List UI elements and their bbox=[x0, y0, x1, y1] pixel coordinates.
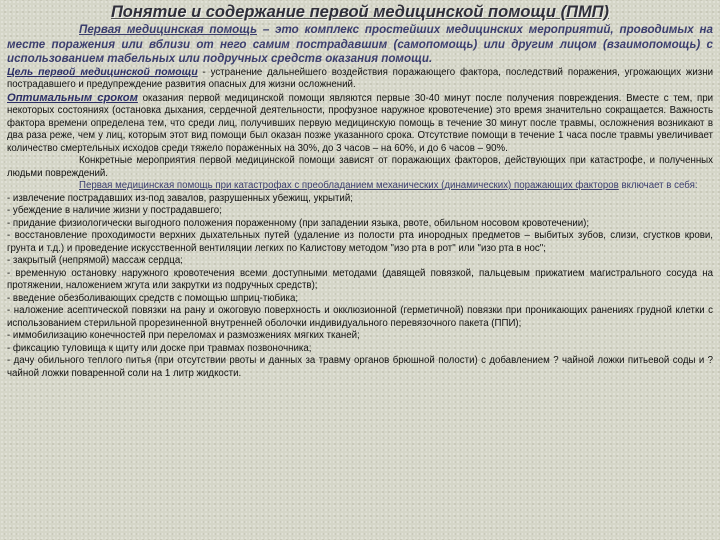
list-item: - дачу обильного теплого питья (при отсутствии рвоты и данных за травму органов брюшной полости) с добавлением ? чайной ложки питьевой соды и ? чайной ложки поваренной соли на 1 литр жидкости. bbox=[7, 355, 713, 379]
optimal-text: оказания первой медицинской помощи являются первые 30-40 минут после получения повреждения. Вместе с тем, при некоторых состояниях (остановка дыхания, сердечной деятельности, профузное наружное кровотечение) это время значительно сокращается. Важность фактора времени определена тем, что среди лиц, получивших первую медицинскую помощь в течение 30 минут после травмы, осложнения возникают в два раза реже, чем у лиц, которым этот вид помощи был оказан позже указанного срока. Отсутствие помощи в течение 1 часа после травмы увеличивает количество смертельных исходов среди тяжело пораженных на 30%, до 3 часов – на 60%, и до 6 часов – 90%. bbox=[7, 92, 713, 154]
list-item: - придание физиологически выгодного положения пораженному (при западении языка, рвоте, обильном носовом кровотечении); bbox=[7, 217, 590, 229]
list-item: - фиксацию туловища к щиту или доске при травмах позвоночника; bbox=[7, 342, 312, 354]
measures-list bbox=[7, 193, 713, 381]
list-item: - убеждение в наличие жизни у пострадавшего; bbox=[7, 205, 222, 217]
optimal-lead: Оптимальным сроком bbox=[7, 91, 138, 104]
list-item: - извлечение пострадавших из-под завалов, разрушенных убежищ, укрытий; bbox=[7, 192, 353, 204]
definition-text: – это комплекс простейших медицинских мероприятий, проводимых на месте поражения или вблизи от него самим пострадавшим (самопомощь) или другим лицом (взаимопомощь) с использованием табельных или подручных средств оказания помощи. bbox=[7, 23, 714, 66]
page-title: Понятие и содержание первой медицинской помощи (ПМП) bbox=[110, 3, 610, 21]
goal-lead: Цель первой медицинской помощи bbox=[7, 66, 198, 78]
optimal-paragraph bbox=[7, 92, 713, 156]
goal-paragraph bbox=[7, 67, 713, 92]
list-item: - наложение асептической повязки на рану и ожоговую поверхность и окклюзионной (герметичной) повязки при проникающих ранениях грудной клетки с использованием стерильной прорезиненной внутренней оболочки индивидуального перевязочного пакета (ППИ); bbox=[7, 305, 713, 329]
list-item: - восстановление проходимости верхних дыхательных путей (удаление из полости рта инородных предметов – выбитых зубов, слизи, сгустков крови, грунта и т.д.) и проведение искусственной вентиляции легких по Калистову методом "изо рта в рот" или "изо рта в нос"; bbox=[7, 230, 713, 254]
list-item: - закрытый (непрямой) массаж сердца; bbox=[7, 255, 183, 267]
list-item: - иммобилизацию конечностей при переломах и размозжениях мягких тканей; bbox=[7, 330, 360, 342]
list-item: - введение обезболивающих средств с помощью шприц-тюбика; bbox=[7, 292, 299, 304]
goal-text: - устранение дальнейшего воздействия поражающего фактора, последствий поражения, угрожающих жизни пострадавшего и предупреждение развития опасных для жизни осложнений. bbox=[7, 66, 713, 91]
mechanical-includes: включает в себя: bbox=[618, 180, 698, 192]
list-item: - временную остановку наружного кровотечения всеми доступными методами (давящей повязкой, пальцевым прижатием магистрального сосуда на протяжении, наложением жгута или закрутки из подручных средств); bbox=[7, 267, 713, 292]
definition-term: Первая медицинская помощь bbox=[79, 23, 257, 36]
mechanical-heading: Первая медицинская помощь при катастрофах с преобладанием механических (динамических) поражающих факторов bbox=[79, 180, 619, 192]
mechanical-paragraph bbox=[7, 180, 713, 193]
specific-paragraph: Конкретные мероприятия первой медицинской помощи зависят от поражающих факторов, действующих при катастрофе, и полученных людьми повреждений. bbox=[7, 155, 713, 179]
definition-paragraph bbox=[7, 23, 713, 67]
